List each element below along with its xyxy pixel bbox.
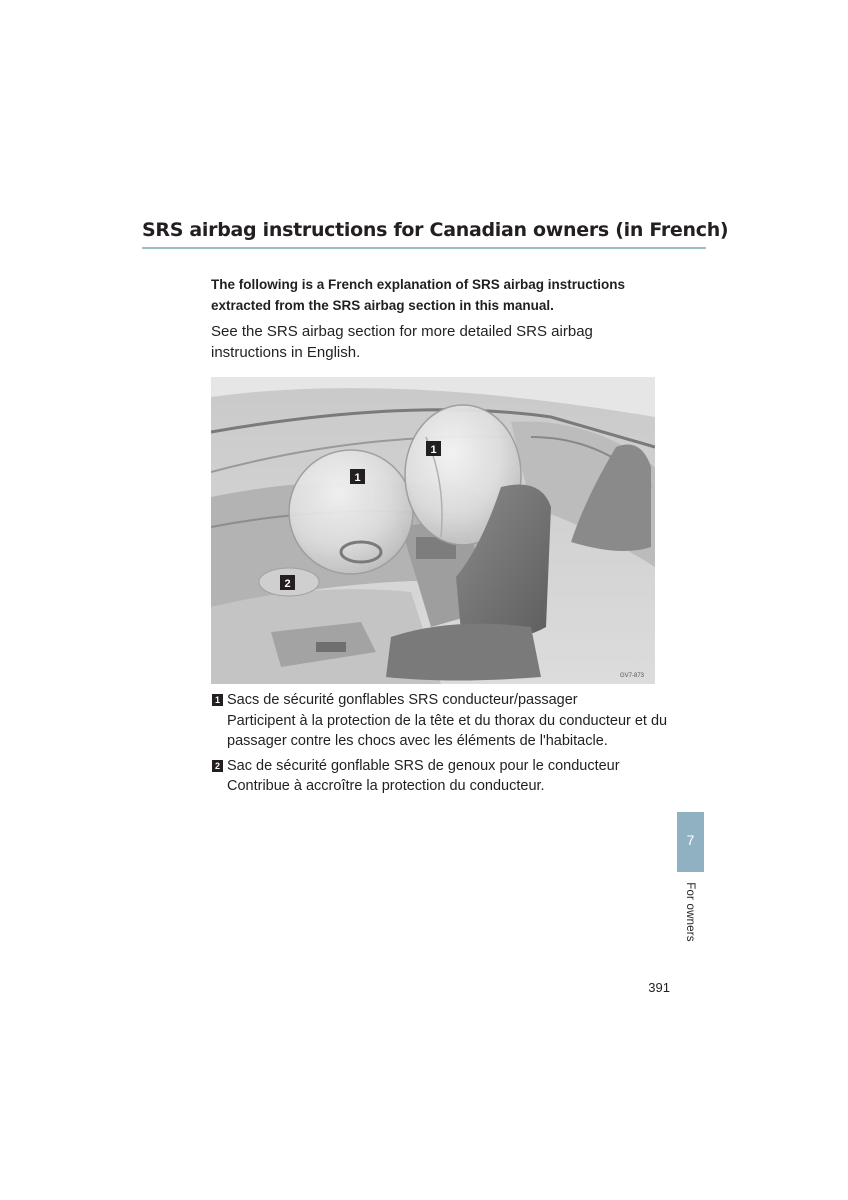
airbag-illustration-svg — [211, 377, 655, 684]
page-title: SRS airbag instructions for Canadian owners (in French) — [142, 219, 729, 241]
intro-bold-paragraph: The following is a French explanation of SRS airbag instructions extracted from the SRS airbag section in this manual. — [211, 277, 626, 313]
callout-description: Contribue à accroître la protection du conducteur. — [227, 778, 545, 794]
callout-list — [211, 690, 671, 801]
svg-text:1: 1 — [354, 472, 361, 484]
intro-paragraph: See the SRS airbag section for more detailed SRS airbag instructions in English. — [211, 323, 593, 361]
svg-text:1: 1 — [430, 444, 437, 456]
seat-cushion — [386, 624, 541, 681]
title-rule — [142, 247, 706, 249]
callout-item-2 — [211, 756, 671, 797]
callout-title: Sac de sécurité gonflable SRS de genoux pour le conducteur — [227, 757, 620, 774]
chapter-number: 7 — [686, 832, 695, 848]
callout-number-badge: 2 — [212, 760, 223, 772]
callout-title: Sacs de sécurité gonflables SRS conducteur/passager — [227, 692, 578, 708]
chapter-tab — [677, 812, 704, 872]
figure-label-1-driver — [350, 469, 365, 484]
airbag-illustration — [211, 377, 655, 684]
figure-label-2-knee — [280, 575, 295, 590]
callout-number-badge: 1 — [212, 694, 223, 706]
page-number: 391 — [648, 980, 670, 995]
driver-airbag — [289, 450, 413, 574]
callout-description: Participent à la protection de la tête et du thorax du conducteur et du passager contre les chocs avec les éléments de l'habitacle. — [227, 712, 668, 749]
chapter-label: For owners — [684, 882, 696, 942]
svg-text:2: 2 — [284, 578, 291, 590]
figure-code: GV7-873 — [619, 673, 644, 679]
callout-item-1 — [211, 690, 671, 752]
figure-label-1-passenger — [426, 441, 441, 456]
